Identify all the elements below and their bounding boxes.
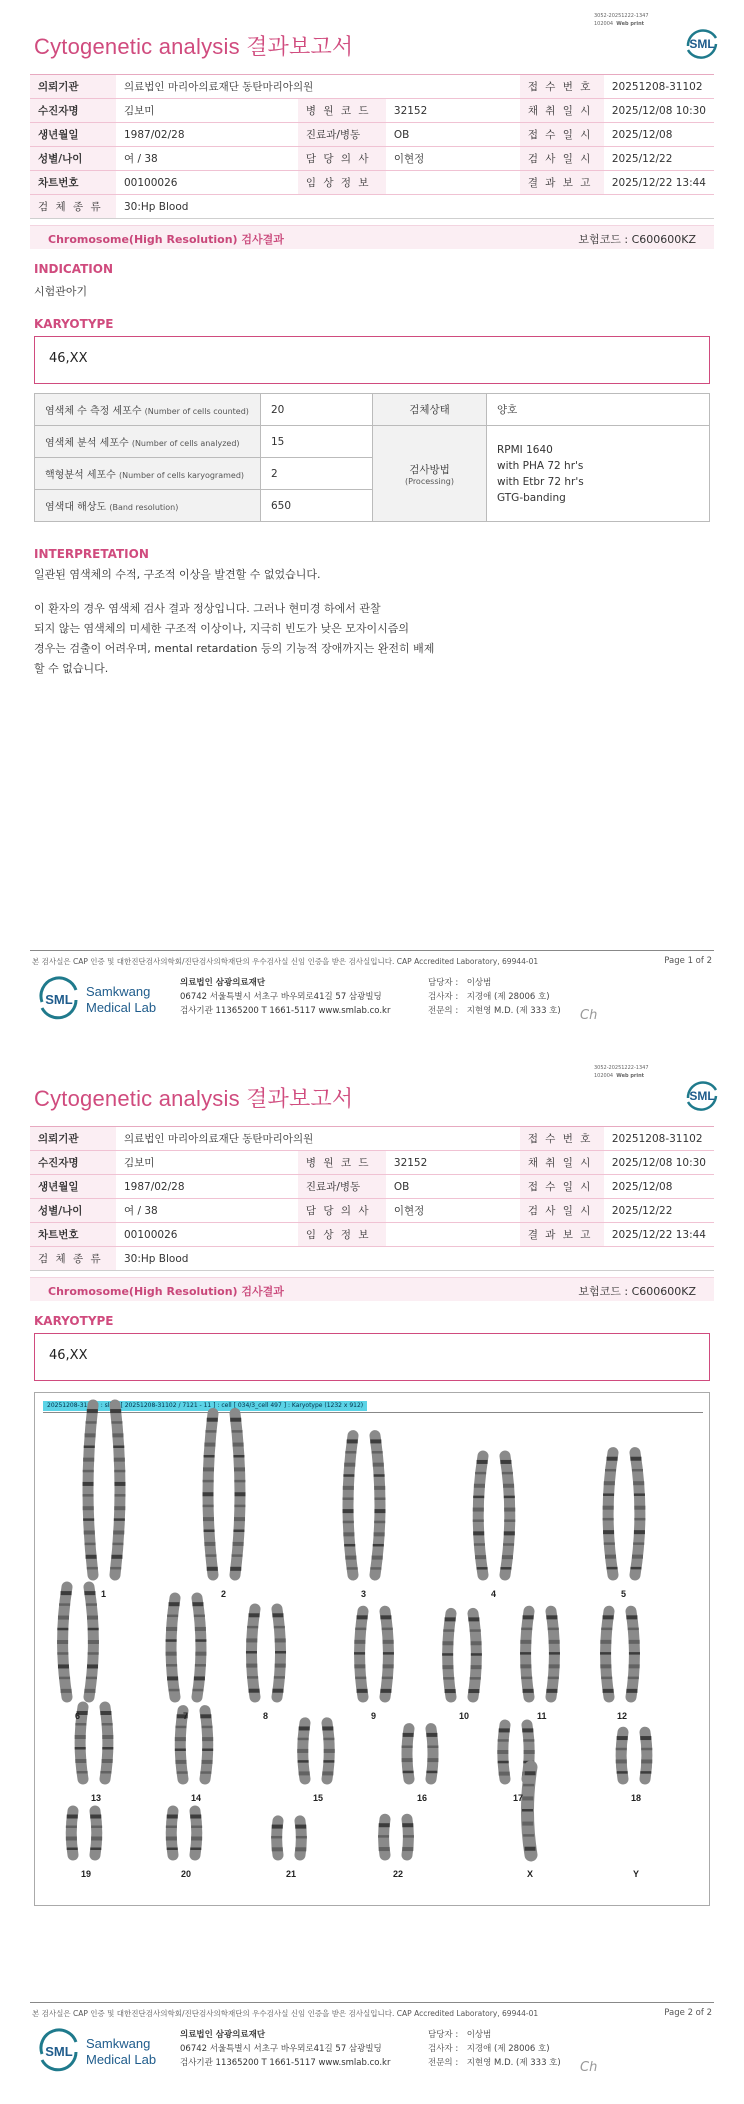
chromosome-19-1 (66, 1811, 78, 1855)
value-birthdate: 1987/02/28 (116, 123, 298, 147)
result-section-bar (30, 1277, 714, 1301)
svg-text:SML: SML (45, 2044, 73, 2059)
chromosome-15-1 (297, 1723, 309, 1779)
chromosome-9-2 (380, 1611, 394, 1697)
chromosome-15-2 (322, 1723, 334, 1779)
chromosome-13-2 (100, 1707, 113, 1779)
chromosome-label-7: 7 (183, 1711, 189, 1721)
label-sex-age: 성별/나이 (30, 147, 116, 171)
web-print-label: Web print (616, 21, 645, 27)
result-section-bar (30, 225, 714, 249)
chromosome-label-3: 3 (361, 1589, 367, 1599)
value-department: OB (386, 1175, 520, 1199)
chromosome-4-1 (473, 1456, 488, 1575)
chromosome-4-2 (500, 1456, 515, 1575)
label-department: 진료과/병동 (298, 123, 386, 147)
print-code (594, 1064, 674, 1080)
chromosome-9-1 (354, 1611, 368, 1697)
specimen-state-value: 양호 (487, 394, 710, 426)
chromosome-label-21: 21 (286, 1869, 297, 1879)
band-resolution-label: 염색대 해상도 (Band resolution) (35, 490, 261, 522)
label-specimen-type: 검 체 종 류 (30, 1247, 116, 1271)
chromosome-label-18: 18 (631, 1793, 642, 1803)
signature: Ch (580, 1008, 598, 1023)
method-value: RPMI 1640 with PHA 72 hr's with Etbr 72 hr's GTG-banding (487, 426, 710, 522)
karyotype-result-box (34, 1333, 710, 1381)
label-receipt-date: 접 수 일 시 (520, 123, 604, 147)
page-number: Page 1 of 2 (664, 956, 712, 966)
chromosome-18-1 (616, 1732, 628, 1779)
chromosome-label-16: 16 (417, 1793, 428, 1803)
chromosome-label-5: 5 (621, 1589, 627, 1599)
footer-staff: 담당자 : 이상범 검사자 : 지경애 (제 28006 호) 전문의 : 지현영 M.D. (제 333 호) (428, 2030, 561, 2068)
value-physician: 이현정 (386, 147, 520, 171)
chromosome-6-2 (84, 1587, 98, 1697)
footer-divider (30, 2002, 714, 2003)
label-collection-time: 채 취 일 시 (520, 99, 604, 123)
chromosome-label-X: X (527, 1869, 534, 1879)
footer-accreditation-note: 본 검사실은 CAP 인증 및 대한진단검사의학회/진단검사의학재단의 우수검사실 신임 인증을 받은 검사실입니다. CAP Accredited Laboratory, 69944-01 (32, 957, 539, 966)
chromosome-label-20: 20 (181, 1869, 192, 1879)
label-department: 진료과/병동 (298, 1175, 386, 1199)
chromosome-label-19: 19 (81, 1869, 92, 1879)
chromosome-label-9: 9 (371, 1711, 377, 1721)
value-report-time: 2025/12/22 13:44 (604, 1223, 714, 1247)
label-hospital-code: 병 원 코 드 (298, 1151, 386, 1175)
chromosome-8-2 (272, 1609, 286, 1697)
cells-counted-label: 염색체 수 측정 세포수 (Number of cells counted) (35, 394, 261, 426)
footer-address: 의료법인 삼광의료재단 06742 서울특별시 서초구 바우뫼로41길 57 삼광빌딩 검사기관 11365200 T 1661-5117 www.smlab.co.kr (180, 978, 391, 1016)
chromosome-7-2 (192, 1598, 206, 1697)
chromosome-12-1 (600, 1611, 614, 1697)
label-test-date: 검 사 일 시 (520, 147, 604, 171)
cells-karyogramed-value: 2 (261, 458, 373, 490)
print-code-line1: 3052-20251222-1347 (594, 13, 649, 19)
chromosome-14-2 (200, 1711, 213, 1779)
footer-divider (30, 950, 714, 951)
chromosome-18-2 (640, 1732, 652, 1779)
patient-info-table (30, 74, 714, 219)
chromosome-5-2 (630, 1453, 645, 1575)
value-specimen-type: 30:Hp Blood (116, 195, 714, 219)
chromosome-label-12: 12 (617, 1711, 628, 1721)
chromosome-1-1 (83, 1405, 98, 1575)
label-specimen-type: 검 체 종 류 (30, 195, 116, 219)
interpretation-detail: 이 환자의 경우 염색체 검사 결과 정상입니다. 그러나 현미경 하에서 관찰 되지 않는 염색체의 미세한 구조적 이상이나, 지극히 빈도가 낮은 모자이시즘의 경우는 검출이 어려우며, mental retardation 등의 기능적 장애까지는 완전히 배제 할 수 없습니다. (34, 602, 435, 675)
karyogram-image (34, 1392, 710, 1906)
print-code-line2: 102004 (594, 21, 614, 27)
label-patient-name: 수진자명 (30, 99, 116, 123)
svg-text:SML: SML (689, 1089, 715, 1103)
karyotype-result-box (34, 336, 710, 384)
insurance-code: 보험코드 : C600600KZ (578, 233, 696, 246)
chromosome-3-2 (370, 1436, 385, 1575)
chromosome-10-2 (468, 1613, 481, 1697)
label-hospital-code: 병 원 코 드 (298, 99, 386, 123)
footer-accreditation-note: 본 검사실은 CAP 인증 및 대한진단검사의학회/진단검사의학재단의 우수검사실 신임 인증을 받은 검사실입니다. CAP Accredited Laboratory, 69944-01 (32, 2009, 539, 2018)
svg-text:Samkwang: Samkwang (86, 2036, 151, 2051)
chromosome-7-1 (166, 1598, 180, 1697)
print-code-line2: 102004 (594, 1073, 614, 1079)
label-receipt-date: 접 수 일 시 (520, 1175, 604, 1199)
svg-text:SML: SML (689, 37, 715, 51)
label-physician: 담 당 의 사 (298, 147, 386, 171)
value-hospital-code: 32152 (386, 1151, 520, 1175)
karyogram-header-tag: 20251208-31102 : slide [ 20251208-31102 / 7121 - 11 ] : cell [ 034/3_cell 497 ] : Karyotype (1232 x 912) (43, 1401, 367, 1411)
value-birthdate: 1987/02/28 (116, 1175, 298, 1199)
result-section-title: Chromosome(High Resolution) 검사결과 (48, 1285, 284, 1298)
value-clinical-info (386, 171, 520, 195)
karyotype-heading: KARYOTYPE (34, 317, 114, 331)
indication-text: 시험관아기 (34, 285, 88, 298)
value-hospital-code: 32152 (386, 99, 520, 123)
chromosome-2-2 (230, 1414, 245, 1576)
label-birthdate: 생년월일 (30, 1175, 116, 1199)
label-patient-name: 수진자명 (30, 1151, 116, 1175)
svg-text:Medical Lab: Medical Lab (86, 2052, 157, 2067)
chromosome-X-1 (522, 1767, 536, 1855)
report-title: Cytogenetic analysis 결과보고서 (34, 1086, 354, 1111)
value-collection-time: 2025/12/08 10:30 (604, 99, 714, 123)
value-receipt-date: 2025/12/08 (604, 123, 714, 147)
value-sex-age: 여 / 38 (116, 147, 298, 171)
sml-logo (682, 1076, 722, 1116)
footer-address: 의료법인 삼광의료재단 06742 서울특별시 서초구 바우뫼로41길 57 삼광빌딩 검사기관 11365200 T 1661-5117 www.smlab.co.kr (180, 2030, 391, 2068)
chromosome-10-1 (442, 1613, 455, 1697)
page-number: Page 2 of 2 (664, 2008, 712, 2018)
print-code (594, 12, 674, 28)
chromosome-3-1 (343, 1436, 358, 1575)
cells-counted-value: 20 (261, 394, 373, 426)
chromosome-12-2 (626, 1611, 640, 1697)
cell-analysis-table (34, 393, 710, 522)
chromosome-16-2 (426, 1729, 438, 1779)
chromosome-label-Y: Y (633, 1869, 640, 1879)
specimen-state-label: 검체상태 (373, 394, 487, 426)
chromosome-19-2 (90, 1811, 102, 1855)
label-birthdate: 생년월일 (30, 123, 116, 147)
value-chart-no: 00100026 (116, 1223, 298, 1247)
chromosome-label-8: 8 (263, 1711, 269, 1721)
method-label: 검사방법 (Processing) (373, 426, 487, 522)
chromosome-label-22: 22 (393, 1869, 404, 1879)
chromosome-21-2 (295, 1821, 307, 1855)
chromosome-21-1 (271, 1821, 283, 1855)
signature: Ch (580, 2060, 598, 2075)
karyogram-chromosomes (35, 1393, 711, 1907)
sml-logo (682, 24, 722, 64)
label-physician: 담 당 의 사 (298, 1199, 386, 1223)
karyotype-heading: KARYOTYPE (34, 1314, 114, 1328)
chromosome-label-14: 14 (191, 1793, 202, 1803)
result-section-title: Chromosome(High Resolution) 검사결과 (48, 233, 284, 246)
chromosome-label-15: 15 (313, 1793, 324, 1803)
value-department: OB (386, 123, 520, 147)
chromosome-22-2 (402, 1819, 414, 1855)
indication-heading: INDICATION (34, 262, 113, 276)
chromosome-17-1 (497, 1725, 509, 1779)
label-clinical-info: 임 상 정 보 (298, 171, 386, 195)
chromosome-2-1 (203, 1414, 218, 1576)
svg-text:Medical Lab: Medical Lab (86, 1000, 157, 1015)
samkwang-logo (38, 2028, 188, 2074)
label-sex-age: 성별/나이 (30, 1199, 116, 1223)
samkwang-logo (38, 976, 188, 1022)
label-test-date: 검 사 일 시 (520, 1199, 604, 1223)
report-title: Cytogenetic analysis 결과보고서 (34, 34, 354, 59)
chromosome-label-1: 1 (101, 1589, 107, 1599)
label-report-time: 결 과 보 고 (520, 1223, 604, 1247)
web-print-label: Web print (616, 1073, 645, 1079)
chromosome-8-1 (246, 1609, 260, 1697)
chromosome-label-11: 11 (537, 1711, 547, 1721)
value-physician: 이현정 (386, 1199, 520, 1223)
value-test-date: 2025/12/22 (604, 1199, 714, 1223)
label-chart-no: 차트번호 (30, 1223, 116, 1247)
label-chart-no: 차트번호 (30, 171, 116, 195)
chromosome-11-2 (546, 1611, 560, 1697)
patient-info-table (30, 1126, 714, 1271)
chromosome-20-1 (166, 1811, 178, 1855)
label-receipt-no: 접 수 번 호 (520, 75, 604, 99)
svg-text:Samkwang: Samkwang (86, 984, 151, 999)
value-report-time: 2025/12/22 13:44 (604, 171, 714, 195)
label-clinical-info: 임 상 정 보 (298, 1223, 386, 1247)
chromosome-6-1 (57, 1587, 71, 1697)
chromosome-label-2: 2 (221, 1589, 227, 1599)
svg-text:SML: SML (45, 992, 73, 1007)
value-test-date: 2025/12/22 (604, 147, 714, 171)
value-patient-name: 김보미 (116, 1151, 298, 1175)
chromosome-label-17: 17 (513, 1793, 524, 1803)
cells-analyzed-label: 염색체 분석 세포수 (Number of cells analyzed) (35, 426, 261, 458)
karyotype-value: 46,XX (49, 1348, 88, 1363)
chromosome-label-10: 10 (459, 1711, 470, 1721)
chromosome-label-6: 6 (75, 1711, 81, 1721)
label-report-time: 결 과 보 고 (520, 171, 604, 195)
chromosome-label-13: 13 (91, 1793, 102, 1803)
chromosome-22-1 (378, 1819, 390, 1855)
value-clinical-info (386, 1223, 520, 1247)
interpretation-heading: INTERPRETATION (34, 547, 149, 561)
value-specimen-type: 30:Hp Blood (116, 1247, 714, 1271)
karyotype-value: 46,XX (49, 351, 88, 366)
chromosome-20-2 (190, 1811, 202, 1855)
insurance-code: 보험코드 : C600600KZ (578, 1285, 696, 1298)
value-collection-time: 2025/12/08 10:30 (604, 1151, 714, 1175)
value-receipt-no: 20251208-31102 (604, 75, 714, 99)
label-requester: 의뢰기관 (30, 75, 116, 99)
chromosome-label-4: 4 (491, 1589, 497, 1599)
chromosome-5-1 (603, 1453, 618, 1575)
chromosome-11-1 (520, 1611, 534, 1697)
value-sex-age: 여 / 38 (116, 1199, 298, 1223)
value-chart-no: 00100026 (116, 171, 298, 195)
label-collection-time: 채 취 일 시 (520, 1151, 604, 1175)
chromosome-16-1 (402, 1729, 414, 1779)
value-requester: 의료법인 마리아의료재단 동탄마리아의원 (116, 1127, 520, 1151)
chromosome-1-2 (110, 1405, 125, 1575)
label-receipt-no: 접 수 번 호 (520, 1127, 604, 1151)
cells-analyzed-value: 15 (261, 426, 373, 458)
value-receipt-date: 2025/12/08 (604, 1175, 714, 1199)
print-code-line1: 3052-20251222-1347 (594, 1065, 649, 1071)
band-resolution-value: 650 (261, 490, 373, 522)
label-requester: 의뢰기관 (30, 1127, 116, 1151)
cells-karyogramed-label: 핵형분석 세포수 (Number of cells karyogramed) (35, 458, 261, 490)
interpretation-summary: 일관된 염색체의 수적, 구조적 이상을 발견할 수 없었습니다. (34, 568, 321, 581)
value-requester: 의료법인 마리아의료재단 동탄마리아의원 (116, 75, 520, 99)
footer-staff: 담당자 : 이상범 검사자 : 지경애 (제 28006 호) 전문의 : 지현영 M.D. (제 333 호) (428, 978, 561, 1016)
value-receipt-no: 20251208-31102 (604, 1127, 714, 1151)
value-patient-name: 김보미 (116, 99, 298, 123)
